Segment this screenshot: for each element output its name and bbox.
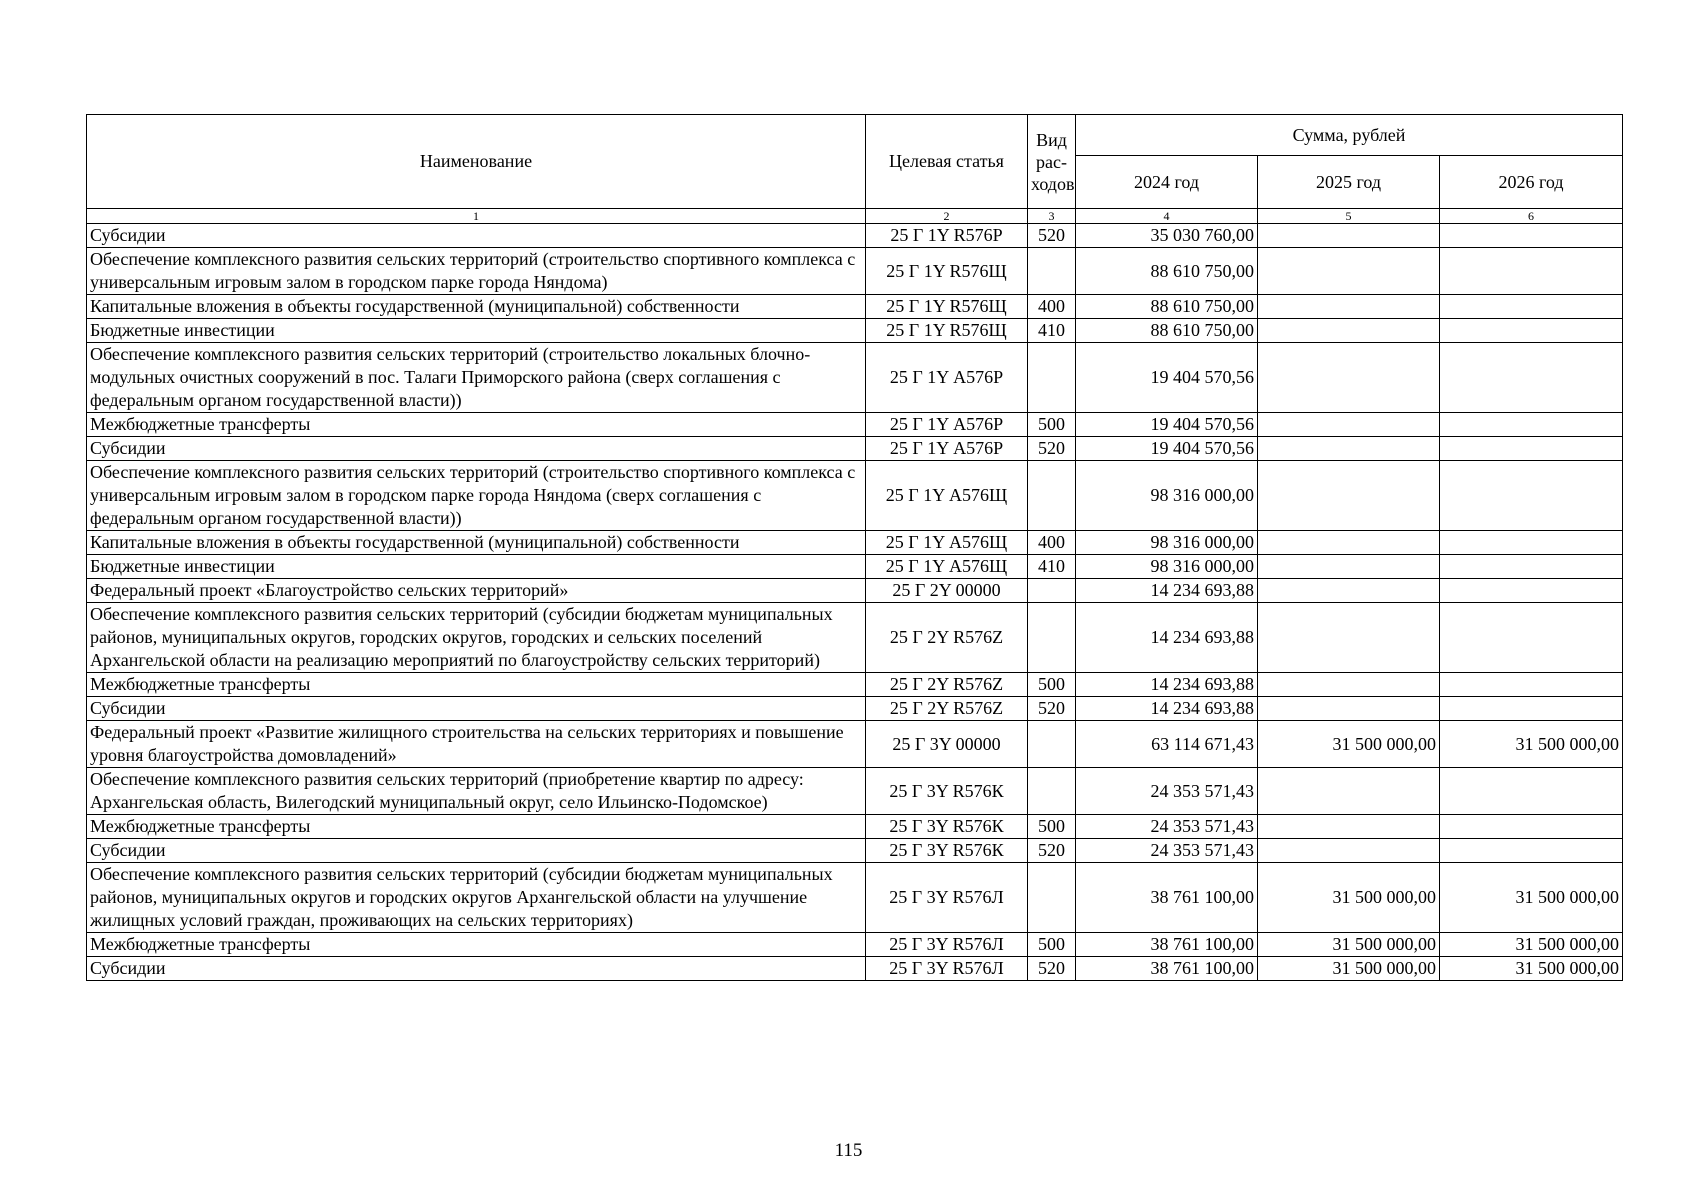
cell-amount-2026 (1440, 343, 1623, 413)
cell-amount-2024: 14 234 693,88 (1076, 697, 1258, 721)
cell-amount-2026 (1440, 413, 1623, 437)
cell-target-article: 25 Г 1Y R576Щ (866, 295, 1028, 319)
cell-expense-type: 410 (1028, 555, 1076, 579)
cell-amount-2026 (1440, 815, 1623, 839)
table-row (87, 721, 1623, 768)
cell-name: Субсидии (87, 957, 866, 981)
cell-amount-2025 (1258, 673, 1440, 697)
cell-expense-type: 400 (1028, 531, 1076, 555)
cell-amount-2026 (1440, 673, 1623, 697)
table-row (87, 863, 1623, 933)
cell-amount-2026 (1440, 248, 1623, 295)
table-row (87, 815, 1623, 839)
cell-amount-2025: 31 500 000,00 (1258, 863, 1440, 933)
cell-expense-type (1028, 603, 1076, 673)
cell-amount-2024: 14 234 693,88 (1076, 673, 1258, 697)
cell-name: Субсидии (87, 224, 866, 248)
cell-amount-2024: 24 353 571,43 (1076, 815, 1258, 839)
cell-name: Обеспечение комплексного развития сельских территорий (субсидии бюджетам муниципальных районов, муниципальных округов, городских округов, городских и сельских поселений Архангельской области на реализацию мероприятий по благоустройству сельских территорий) (87, 603, 866, 673)
cell-expense-type: 410 (1028, 319, 1076, 343)
table-row (87, 555, 1623, 579)
table-body (87, 224, 1623, 981)
table-row (87, 933, 1623, 957)
cell-target-article: 25 Г 1Y А576Щ (866, 555, 1028, 579)
cell-target-article: 25 Г 3Y R576К (866, 839, 1028, 863)
header-year-2026: 2026 год (1440, 156, 1623, 209)
header-year-2024: 2024 год (1076, 156, 1258, 209)
column-numbers-row (87, 209, 1623, 224)
cell-target-article: 25 Г 1Y А576Р (866, 413, 1028, 437)
cell-target-article: 25 Г 1Y А576Щ (866, 461, 1028, 531)
header-name: Наименование (87, 115, 866, 209)
cell-amount-2026 (1440, 437, 1623, 461)
cell-amount-2025 (1258, 413, 1440, 437)
table-header (87, 115, 1623, 224)
cell-name: Капитальные вложения в объекты государственной (муниципальной) собственности (87, 531, 866, 555)
cell-amount-2024: 38 761 100,00 (1076, 957, 1258, 981)
cell-amount-2026: 31 500 000,00 (1440, 721, 1623, 768)
cell-amount-2026 (1440, 295, 1623, 319)
cell-amount-2026 (1440, 319, 1623, 343)
cell-expense-type (1028, 863, 1076, 933)
cell-amount-2025: 31 500 000,00 (1258, 957, 1440, 981)
column-number: 2 (866, 209, 1028, 224)
cell-expense-type: 500 (1028, 673, 1076, 697)
table-row (87, 697, 1623, 721)
column-number: 3 (1028, 209, 1076, 224)
table-row (87, 413, 1623, 437)
cell-amount-2025 (1258, 555, 1440, 579)
cell-name: Обеспечение комплексного развития сельских территорий (приобретение квартир по адресу: Архангельская область, Вилегодский муниципальный округ, село Ильинско-Подомское) (87, 768, 866, 815)
cell-amount-2024: 88 610 750,00 (1076, 295, 1258, 319)
table-row (87, 461, 1623, 531)
table-row (87, 839, 1623, 863)
table-row (87, 343, 1623, 413)
cell-target-article: 25 Г 1Y А576Р (866, 437, 1028, 461)
cell-amount-2026 (1440, 224, 1623, 248)
cell-target-article: 25 Г 1Y R576Щ (866, 319, 1028, 343)
table-row (87, 957, 1623, 981)
cell-amount-2024: 19 404 570,56 (1076, 413, 1258, 437)
cell-expense-type: 520 (1028, 957, 1076, 981)
cell-amount-2024: 98 316 000,00 (1076, 461, 1258, 531)
cell-expense-type: 520 (1028, 224, 1076, 248)
cell-expense-type: 500 (1028, 933, 1076, 957)
cell-amount-2025 (1258, 815, 1440, 839)
cell-amount-2025 (1258, 579, 1440, 603)
cell-name: Обеспечение комплексного развития сельских территорий (строительство спортивного комплекса с универсальным игровым залом в городском парке города Няндома) (87, 248, 866, 295)
cell-name: Федеральный проект «Благоустройство сельских территорий» (87, 579, 866, 603)
cell-name: Обеспечение комплексного развития сельских территорий (строительство спортивного комплекса с универсальным игровым залом в городском парке города Няндома (сверх соглашения с федеральным органом государственной власти)) (87, 461, 866, 531)
cell-amount-2024: 98 316 000,00 (1076, 531, 1258, 555)
table-row (87, 579, 1623, 603)
cell-name: Бюджетные инвестиции (87, 555, 866, 579)
cell-amount-2024: 88 610 750,00 (1076, 248, 1258, 295)
cell-amount-2024: 14 234 693,88 (1076, 579, 1258, 603)
cell-amount-2024: 38 761 100,00 (1076, 863, 1258, 933)
cell-target-article: 25 Г 2Y R576Z (866, 673, 1028, 697)
cell-amount-2025 (1258, 839, 1440, 863)
cell-amount-2024: 35 030 760,00 (1076, 224, 1258, 248)
cell-amount-2025 (1258, 768, 1440, 815)
cell-amount-2024: 24 353 571,43 (1076, 768, 1258, 815)
cell-name: Субсидии (87, 697, 866, 721)
cell-target-article: 25 Г 2Y R576Z (866, 697, 1028, 721)
cell-name: Межбюджетные трансферты (87, 413, 866, 437)
cell-target-article: 25 Г 2Y R576Z (866, 603, 1028, 673)
cell-name: Обеспечение комплексного развития сельских территорий (субсидии бюджетам муниципальных районов, муниципальных округов и городских округов Архангельской области на улучшение жилищных условий граждан, проживающих на сельских территориях) (87, 863, 866, 933)
cell-target-article: 25 Г 1Y А576Щ (866, 531, 1028, 555)
table-row (87, 248, 1623, 295)
cell-expense-type: 400 (1028, 295, 1076, 319)
table-row (87, 319, 1623, 343)
cell-amount-2025 (1258, 531, 1440, 555)
cell-amount-2025: 31 500 000,00 (1258, 721, 1440, 768)
cell-name: Межбюджетные трансферты (87, 933, 866, 957)
cell-target-article: 25 Г 3Y R576К (866, 815, 1028, 839)
table-row (87, 295, 1623, 319)
column-number: 5 (1258, 209, 1440, 224)
cell-amount-2026: 31 500 000,00 (1440, 933, 1623, 957)
cell-amount-2024: 19 404 570,56 (1076, 437, 1258, 461)
cell-amount-2025 (1258, 319, 1440, 343)
column-number: 6 (1440, 209, 1623, 224)
table-row (87, 603, 1623, 673)
cell-target-article: 25 Г 3Y R576Л (866, 957, 1028, 981)
cell-amount-2025 (1258, 603, 1440, 673)
cell-amount-2026 (1440, 768, 1623, 815)
header-year-2025: 2025 год (1258, 156, 1440, 209)
cell-amount-2025 (1258, 461, 1440, 531)
cell-amount-2024: 38 761 100,00 (1076, 933, 1258, 957)
cell-amount-2025 (1258, 224, 1440, 248)
cell-amount-2026 (1440, 697, 1623, 721)
cell-name: Федеральный проект «Развитие жилищного строительства на сельских территориях и повышение уровня благоустройства домовладений» (87, 721, 866, 768)
table-row (87, 531, 1623, 555)
cell-amount-2026 (1440, 555, 1623, 579)
cell-amount-2026 (1440, 839, 1623, 863)
cell-target-article: 25 Г 1Y А576Р (866, 343, 1028, 413)
cell-expense-type: 520 (1028, 437, 1076, 461)
cell-amount-2025 (1258, 697, 1440, 721)
cell-expense-type (1028, 248, 1076, 295)
cell-amount-2025 (1258, 343, 1440, 413)
cell-expense-type (1028, 721, 1076, 768)
page-number: 115 (834, 1140, 863, 1161)
table-row (87, 437, 1623, 461)
cell-amount-2025 (1258, 248, 1440, 295)
cell-expense-type (1028, 579, 1076, 603)
budget-table (86, 114, 1623, 981)
cell-amount-2026 (1440, 531, 1623, 555)
cell-amount-2024: 14 234 693,88 (1076, 603, 1258, 673)
cell-target-article: 25 Г 1Y R576Р (866, 224, 1028, 248)
table-row (87, 673, 1623, 697)
cell-target-article: 25 Г 3Y R576К (866, 768, 1028, 815)
cell-expense-type (1028, 343, 1076, 413)
table-row (87, 768, 1623, 815)
cell-name: Бюджетные инвестиции (87, 319, 866, 343)
cell-amount-2026 (1440, 603, 1623, 673)
cell-amount-2025 (1258, 295, 1440, 319)
cell-name: Субсидии (87, 437, 866, 461)
cell-expense-type: 500 (1028, 815, 1076, 839)
cell-amount-2026: 31 500 000,00 (1440, 957, 1623, 981)
column-number: 1 (87, 209, 866, 224)
cell-amount-2025: 31 500 000,00 (1258, 933, 1440, 957)
header-expense-type: Вид рас-ходов (1028, 115, 1076, 209)
cell-name: Субсидии (87, 839, 866, 863)
cell-expense-type: 500 (1028, 413, 1076, 437)
cell-amount-2024: 19 404 570,56 (1076, 343, 1258, 413)
cell-name: Межбюджетные трансферты (87, 815, 866, 839)
cell-expense-type: 520 (1028, 697, 1076, 721)
cell-expense-type (1028, 461, 1076, 531)
cell-expense-type: 520 (1028, 839, 1076, 863)
header-sum: Сумма, рублей (1076, 115, 1623, 156)
cell-amount-2026: 31 500 000,00 (1440, 863, 1623, 933)
cell-amount-2024: 24 353 571,43 (1076, 839, 1258, 863)
cell-expense-type (1028, 768, 1076, 815)
table-row (87, 224, 1623, 248)
cell-target-article: 25 Г 1Y R576Щ (866, 248, 1028, 295)
cell-amount-2024: 88 610 750,00 (1076, 319, 1258, 343)
cell-target-article: 25 Г 3Y R576Л (866, 863, 1028, 933)
cell-target-article: 25 Г 2Y 00000 (866, 579, 1028, 603)
cell-amount-2026 (1440, 461, 1623, 531)
cell-name: Капитальные вложения в объекты государственной (муниципальной) собственности (87, 295, 866, 319)
cell-name: Межбюджетные трансферты (87, 673, 866, 697)
header-target-article: Целевая статья (866, 115, 1028, 209)
cell-target-article: 25 Г 3Y R576Л (866, 933, 1028, 957)
cell-target-article: 25 Г 3Y 00000 (866, 721, 1028, 768)
column-number: 4 (1076, 209, 1258, 224)
cell-name: Обеспечение комплексного развития сельских территорий (строительство локальных блочно-модульных очистных сооружений в пос. Талаги Приморского района (сверх соглашения с федеральным органом государственной власти)) (87, 343, 866, 413)
cell-amount-2024: 63 114 671,43 (1076, 721, 1258, 768)
cell-amount-2024: 98 316 000,00 (1076, 555, 1258, 579)
cell-amount-2026 (1440, 579, 1623, 603)
cell-amount-2025 (1258, 437, 1440, 461)
